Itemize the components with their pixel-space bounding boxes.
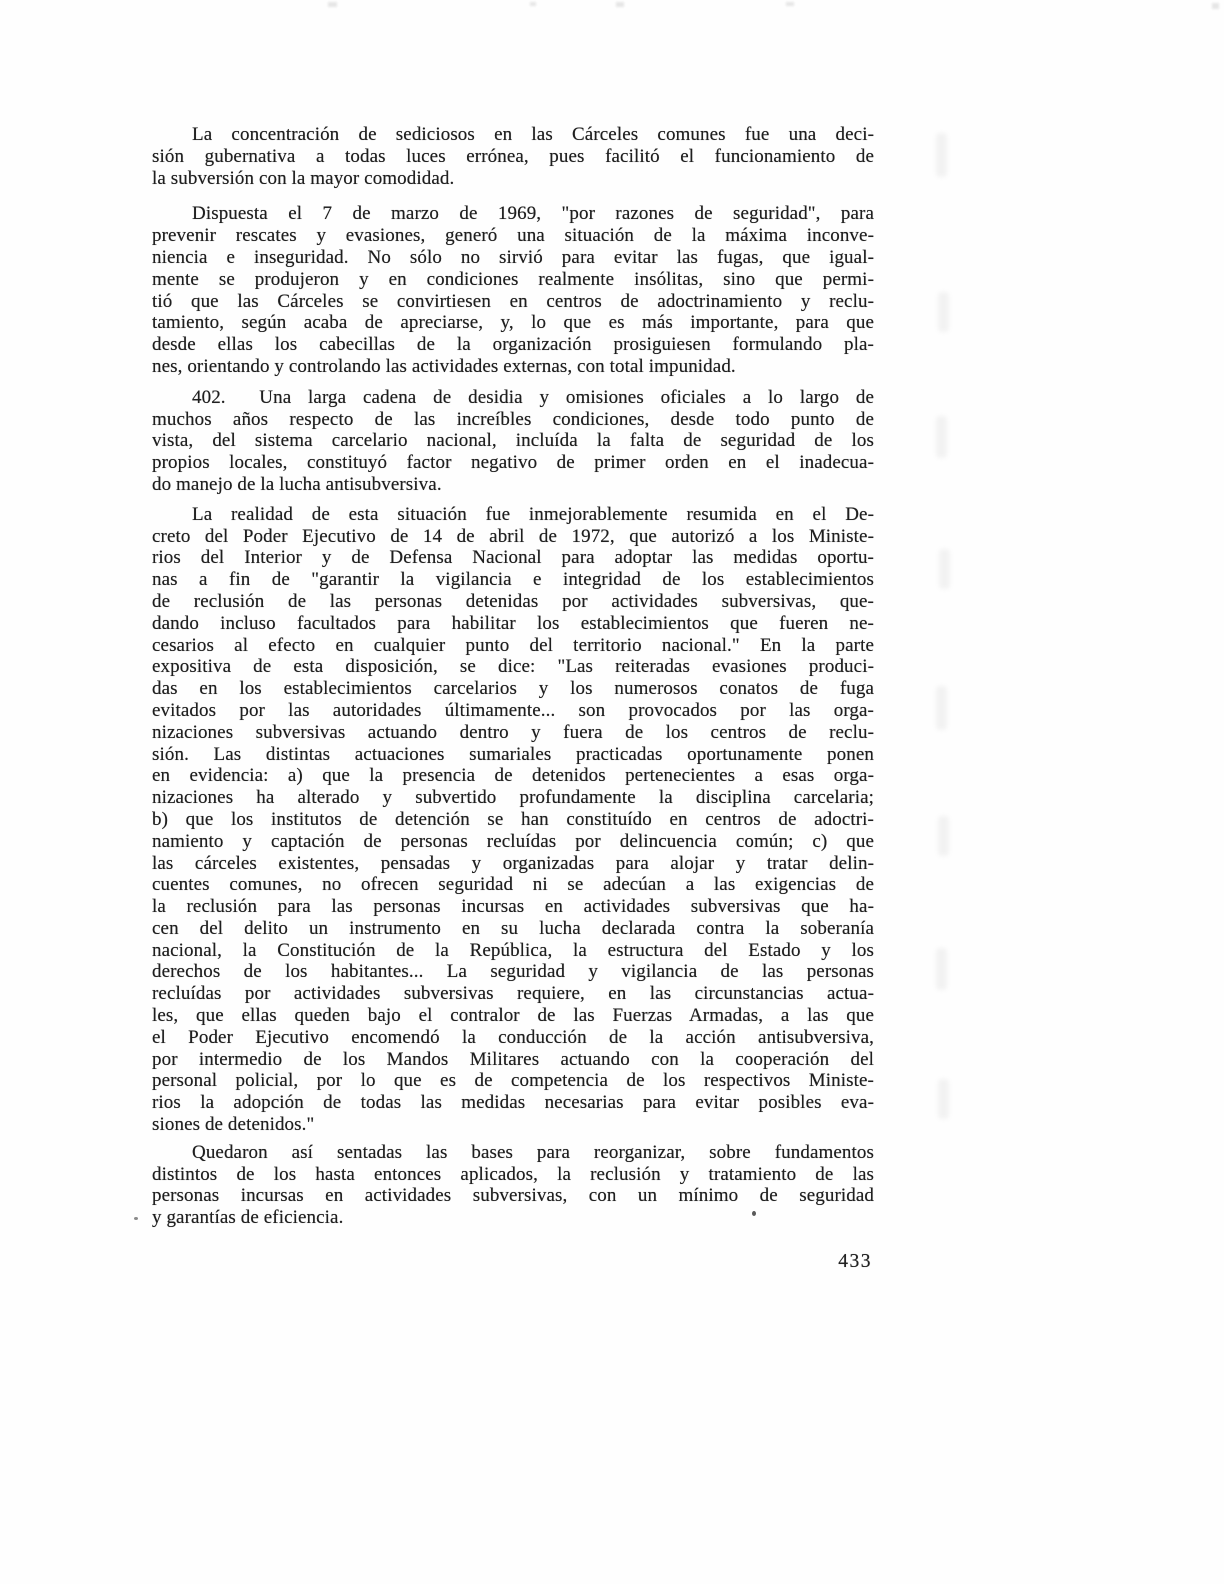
text-line: expositiva de esta disposición, se dice: "Las reiteradas evasiones produci-	[152, 656, 874, 678]
text-line: dando incluso facultados para habilitar los establecimientos que fueren ne-	[152, 612, 874, 634]
text-block	[152, 124, 874, 1229]
text-line: sión gubernativa a todas luces errónea, pues facilitó el funcionamiento de	[152, 145, 874, 167]
scan-artifact	[938, 292, 949, 332]
scan-artifact	[939, 549, 950, 589]
text-line: distintos de los hasta entonces aplicados, la reclusión y tratamiento de las	[152, 1163, 874, 1185]
paragraph	[152, 124, 874, 189]
text-line: rios del Interior y de Defensa Nacional para adoptar las medidas oportu-	[152, 547, 874, 569]
text-line: la subversión con la mayor comodidad.	[152, 167, 455, 189]
text-line: la reclusión para las personas incursas en actividades subversivas que ha-	[152, 896, 874, 918]
text-line: desde ellas los cabecillas de la organización prosiguiesen formulando pla-	[152, 334, 874, 356]
text-line: muchos años respecto de las increíbles condiciones, desde todo punto de	[152, 408, 874, 430]
ink-speck	[752, 1211, 756, 1216]
text-line: el Poder Ejecutivo encomendó la conducción de la acción antisubversiva,	[152, 1026, 874, 1048]
paragraph	[152, 203, 874, 377]
text-line: Dispuesta el 7 de marzo de 1969, "por razones de seguridad", para	[192, 203, 874, 225]
text-line: La realidad de esta situación fue inmejorablemente resumida en el De-	[192, 503, 874, 525]
text-line: nacional, la Constitución de la República, la estructura del Estado y los	[152, 939, 874, 961]
text-line: personas incursas en actividades subversivas, con un mínimo de seguridad	[152, 1185, 874, 1207]
paragraph	[152, 504, 874, 1136]
text-line: tamiento, según acaba de apreciarse, y, lo que es más importante, para que	[152, 312, 874, 334]
text-line: personal policial, por lo que es de competencia de los respectivos Ministe-	[152, 1070, 874, 1092]
scan-artifact	[936, 948, 947, 990]
paragraph	[152, 1142, 874, 1229]
text-line: cuentes comunes, no ofrecen seguridad ni se adecúan a las exigencias de	[152, 874, 874, 896]
text-line: rios la adopción de todas las medidas necesarias para evitar posibles eva-	[152, 1092, 874, 1114]
text-line: recluídas por actividades subversivas requiere, en las circunstancias actua-	[152, 983, 874, 1005]
text-line: b) que los institutos de detención se han constituído en centros de adoctri-	[152, 808, 874, 830]
text-line: evitados por las autoridades últimamente... son provocados por las orga-	[152, 699, 874, 721]
text-line: sión. Las distintas actuaciones sumariales practicadas oportunamente ponen	[152, 743, 874, 765]
text-line: La concentración de sediciosos en las Cárceles comunes fue una deci-	[192, 124, 874, 145]
text-line: do manejo de la lucha antisubversiva.	[152, 473, 442, 495]
scan-artifact	[936, 686, 947, 730]
text-line: propios locales, constituyó factor negativo de primer orden en el inadecua-	[152, 452, 874, 474]
scan-artifact	[616, 2, 624, 7]
text-line: tió que las Cárceles se convirtiesen en centros de adoctrinamiento y reclu-	[152, 290, 874, 312]
scan-artifact	[936, 133, 947, 177]
text-line: siones de detenidos."	[152, 1114, 315, 1136]
text-line: mente se produjeron y en condiciones realmente insólitas, sino que permi-	[152, 268, 874, 290]
paragraph	[152, 387, 874, 496]
page-number: 433	[838, 1251, 872, 1272]
scan-artifact	[328, 2, 337, 7]
scan-artifact	[786, 2, 794, 6]
scan-artifact	[936, 416, 947, 458]
text-line: nes, orientando y controlando las actividades externas, con total impunidad.	[152, 355, 736, 377]
text-line: de reclusión de las personas detenidas por actividades subversivas, que-	[152, 590, 874, 612]
text-line: nizaciones subversivas actuando dentro y fuera de los centros de reclu-	[152, 721, 874, 743]
scan-artifact	[1212, 3, 1219, 9]
text-line: vista, del sistema carcelario nacional, incluída la falta de seguridad de los	[152, 430, 874, 452]
text-line: las cárceles existentes, pensadas y organizadas para alojar y tratar delin-	[152, 852, 874, 874]
text-line: derechos de los habitantes... La seguridad y vigilancia de las personas	[152, 961, 874, 983]
text-line: por intermedio de los Mandos Militares actuando con la cooperación del	[152, 1048, 874, 1070]
text-line: namiento y captación de personas recluídas por delincuencia común; c) que	[152, 830, 874, 852]
text-line: en evidencia: a) que la presencia de detenidos pertenecientes a esas orga-	[152, 765, 874, 787]
text-line: nas a fin de "garantir la vigilancia e integridad de los establecimientos	[152, 569, 874, 591]
text-line: Quedaron así sentadas las bases para reorganizar, sobre fundamentos	[192, 1141, 874, 1163]
text-line: niencia e inseguridad. No sólo no sirvió para evitar las fugas, que igual-	[152, 246, 874, 268]
text-line: cen del delito un instrumento en su lucha declarada contra la soberanía	[152, 917, 874, 939]
text-line: cesarios al efecto en cualquier punto del territorio nacional." En la parte	[152, 634, 874, 656]
text-line: creto del Poder Ejecutivo de 14 de abril de 1972, que autorizó a los Ministe-	[152, 525, 874, 547]
scan-artifact	[938, 816, 949, 856]
text-line: prevenir rescates y evasiones, generó una situación de la máxima inconve-	[152, 225, 874, 247]
text-line: das en los establecimientos carcelarios y los numerosos conatos de fuga	[152, 678, 874, 700]
text-line: nizaciones ha alterado y subvertido profundamente la disciplina carcelaria;	[152, 787, 874, 809]
text-line: les, que ellas queden bajo el contralor de las Fuerzas Armadas, a las que	[152, 1005, 874, 1027]
scan-artifact	[530, 2, 536, 6]
scan-artifact	[938, 1079, 949, 1119]
ink-speck	[134, 1217, 138, 1220]
text-line: y garantías de eficiencia.	[152, 1207, 344, 1229]
text-line: 402. Una larga cadena de desidia y omisiones oficiales a lo largo de	[192, 386, 874, 408]
